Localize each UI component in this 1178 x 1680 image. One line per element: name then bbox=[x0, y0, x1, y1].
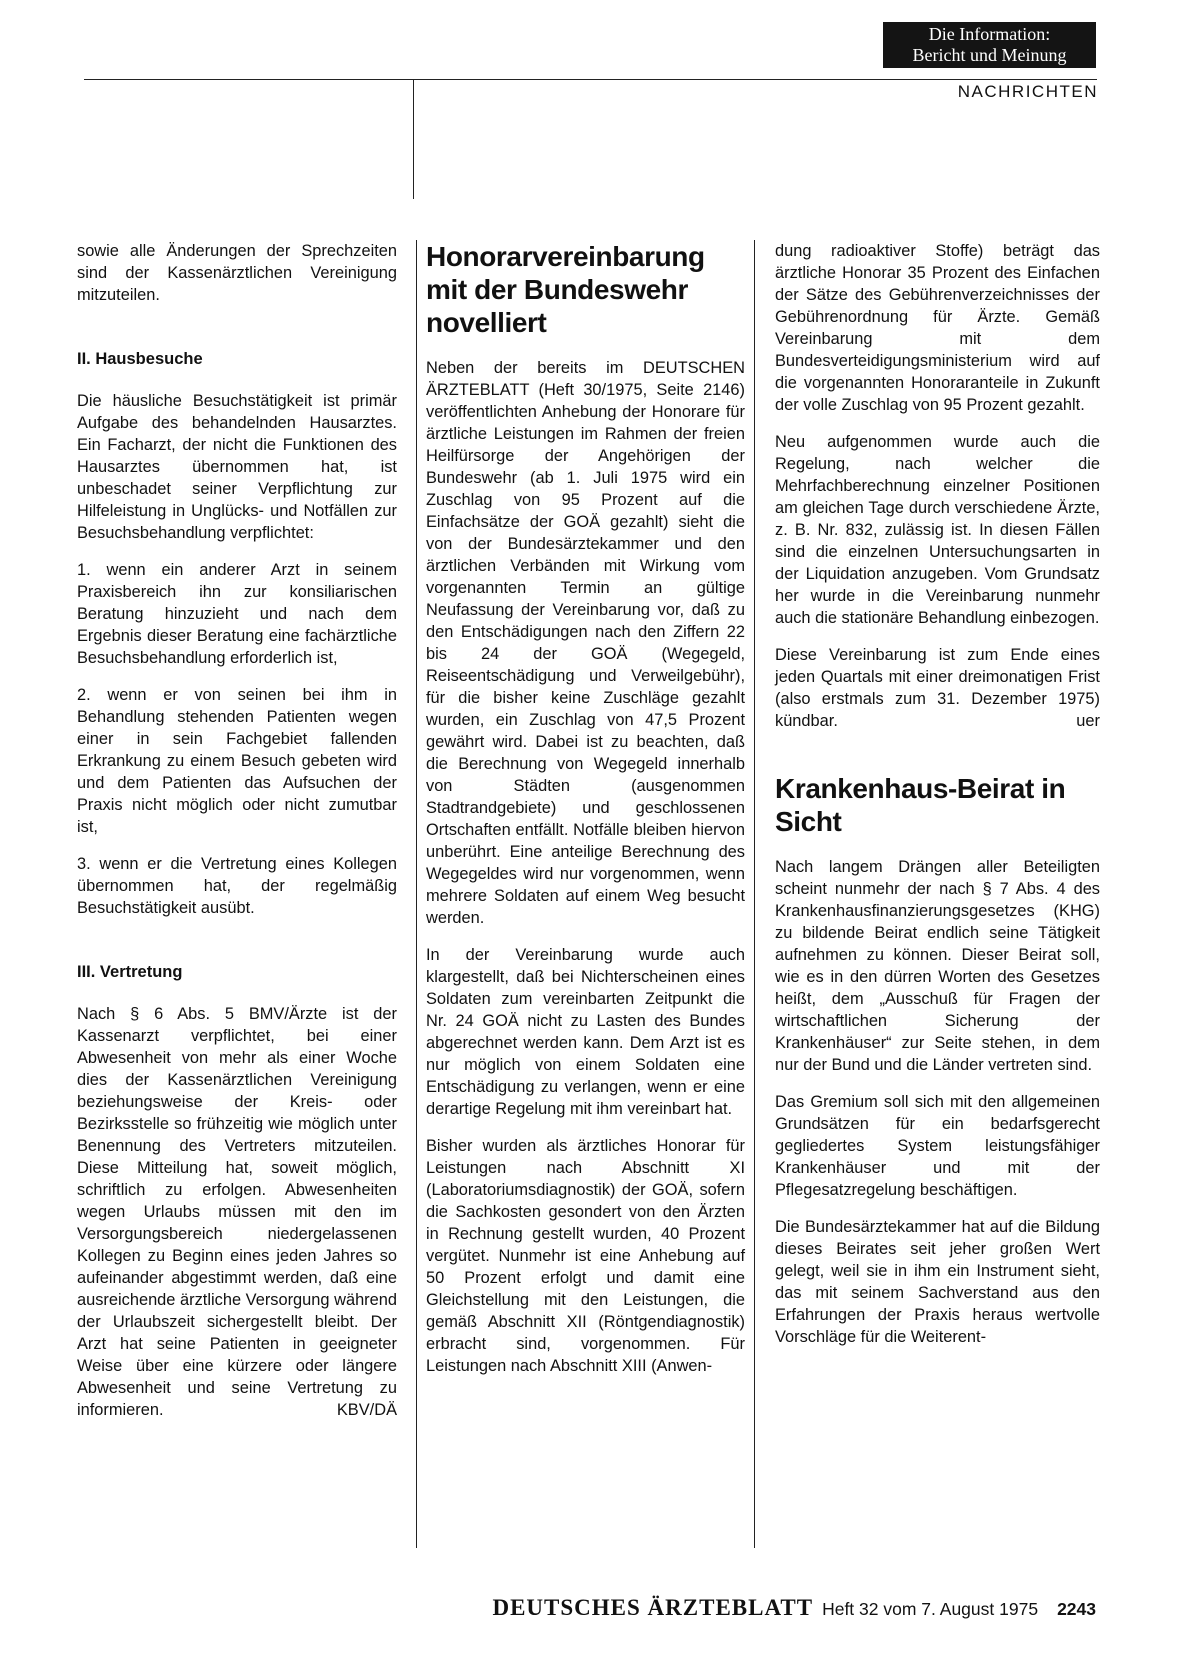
section-label: NACHRICHTEN bbox=[957, 82, 1098, 101]
top-rule bbox=[84, 79, 1097, 80]
article-title: Honorarvereinbarung mit der Bundeswehr novelliert bbox=[426, 241, 705, 338]
list-item: 2. wenn er von seinen bei ihm in Behandlung stehenden Patienten wegen einer in sein Fachgebiet fallenden Erkrankung zu einem Besuch gebeten wird und dem Patienten das Aufsuchen der Praxis nicht möglich oder nicht zumutbar ist, bbox=[77, 686, 397, 836]
paragraph: Die Bundesärztekammer hat auf die Bildung dieses Beirates seit jeher großen Wert gelegt, weil sie in ihm ein Instrument sieht, das mit seinem Sachverstand aus den Erfahrungen der Praxis heraus wertvolle Vorschläge für die Weiterent- bbox=[775, 1218, 1100, 1346]
paragraph: Bisher wurden als ärztliches Honorar für Leistungen nach Abschnitt XI (Laboratoriumsdiagnostik) der GOÄ, sofern die Sachkosten gesondert von den Ärzten in Rechnung gestellt wurden, 40 Prozent vergütet. Nunmehr ist eine Anhebung auf 50 Prozent erfolgt und damit eine Gleichstellung mit den Leistungen, die gemäß Abschnitt XII (Röntgendiagnostik) erbracht sind, vorgenommen. Für Leistungen nach Abschnitt XIII (Anwen- bbox=[426, 1137, 745, 1375]
page-number: 2243 bbox=[1057, 1599, 1096, 1619]
journal-masthead: DEUTSCHES ÄRZTEBLATT bbox=[492, 1595, 814, 1620]
paragraph-text: Diese Vereinbarung ist zum Ende eines jeden Quartals mit einer dreimonatigen Frist (also erstmals zum 31. Dezember 1975) kündbar. bbox=[775, 646, 1100, 730]
paragraph bbox=[775, 644, 1100, 732]
brand-line-2: Bericht und Meinung bbox=[912, 45, 1067, 65]
article-title: Krankenhaus-Beirat in Sicht bbox=[775, 773, 1066, 837]
paragraph: Neu aufgenommen wurde auch die Regelung, nach welcher die Mehrfachberechnung einzelner Positionen am gleichen Tage durch verschiedene Ärzte, z. B. Nr. 832, zulässig ist. In diesen Fällen sind die einzelnen Untersuchungsarten in der Liquidation anzugeben. Vom Grundsatz her wurde in die Vereinbarung nunmehr auch die stationäre Behandlung einbezogen. bbox=[775, 433, 1100, 627]
paragraph: In der Vereinbarung wurde auch klargestellt, daß bei Nichterscheinen eines Soldaten zum vereinbarten Zeitpunkt die Nr. 24 GOÄ nicht zu Lasten des Bundes abgerechnet werden kann. Dem Arzt ist es nur möglich von einem Soldaten eine Entschädigung zu verlangen, wenn er eine derartige Regelung mit ihm vereinbart hat. bbox=[426, 946, 745, 1118]
page-footer bbox=[456, 1595, 1096, 1625]
issue-info: Heft 32 vom 7. August 1975 bbox=[822, 1599, 1039, 1619]
header-vertical-rule bbox=[413, 79, 414, 199]
brand-line-1: Die Information: bbox=[928, 24, 1051, 44]
subheading-vertretung: III. Vertretung bbox=[77, 963, 183, 981]
column-2 bbox=[416, 240, 755, 1548]
section-brand-box bbox=[883, 22, 1096, 68]
paragraph-text: Nach § 6 Abs. 5 BMV/Ärzte ist der Kassenarzt verpflichtet, bei einer Abwesenheit von mehr als einer Woche dies der Kassenärztlichen Vereinigung beziehungsweise der Kreis- oder Bezirksstelle so frühzeitig wie möglich unter Benennung des Vertreters mitzuteilen. Diese Mitteilung hat, soweit möglich, schriftlich zu erfolgen. Abwesenheiten wegen Urlaubs müssen mit den im Versorgungsbereich niedergelassenen Kollegen zu Beginn eines jeden Jahres so aufeinander abgestimmt werden, daß eine ausreichende ärztliche Versorgung während der Urlaubszeit sichergestellt bleibt. Der Arzt hat seine Patienten in geeigneter Weise über eine kürzere oder längere Abwesenheit und seine Vertretung zu informieren. bbox=[77, 1005, 397, 1419]
paragraph: Die häusliche Besuchstätigkeit ist primär Aufgabe des behandelnden Hausarztes. Ein Facharzt, der nicht die Funktionen des Hausarztes übernommen hat, ist unbeschadet seiner Verpflichtung zur Hilfeleistung in Unglücks- und Notfällen zur Besuchsbehandlung verpflichtet: bbox=[77, 392, 397, 542]
paragraph bbox=[77, 1003, 397, 1421]
list-item: 3. wenn er die Vertretung eines Kollegen übernommen hat, der regelmäßig Besuchstätigkeit ausübt. bbox=[77, 855, 397, 917]
paragraph: Neben der bereits im DEUTSCHEN ÄRZTEBLATT (Heft 30/1975, Seite 2146) veröffentlichten Anhebung der Honorare für ärztliche Leistungen im Rahmen der freien Heilfürsorge der Angehörigen der Bundeswehr (ab 1. Juli 1975 wird ein Zuschlag von 95 Prozent auf die Einfachsätze der GOÄ gezahlt) sieht die von der Bundesärztekammer und den ärztlichen Verbänden mit Wirkung vom vorgenannten Termin an gültige Neufassung der Vereinbarung vor, daß zu den Entschädigungen nach den Ziffern 22 bis 24 der GOÄ (Wegegeld, Reiseentschädigung und Verweilgebühr), für die bisher keine Zuschläge gezahlt wurden, ein Zuschlag von 47,5 Prozent gewährt wird. Dabei ist zu beachten, daß die Berechnung von Wegegeld innerhalb von Städten (ausgenommen Stadtrandgebiete) und geschlossenen Ortschaften entfällt. Notfälle bleiben hiervon unberührt. Eine anteilige Berechnung des Wegegeldes wird nur vorgenommen, wenn mehrere Soldaten auf einem Weg besucht werden. bbox=[426, 359, 745, 927]
paragraph: sowie alle Änderungen der Sprechzeiten sind der Kassenärztlichen Vereinigung mitzuteilen. bbox=[77, 242, 397, 304]
column-3 bbox=[775, 240, 1100, 1548]
paragraph: dung radioaktiver Stoffe) beträgt das ärztliche Honorar 35 Prozent des Einfachen der Sätze des Gebührenverzeichnisses der Gebührenordnung für Ärzte. Gemäß Vereinbarung mit dem Bundesverteidigungsministerium wird auf die vorgenannten Honoraranteile in Zukunft der volle Zuschlag von 95 Prozent gezahlt. bbox=[775, 242, 1100, 414]
paragraph: Nach langem Drängen aller Beteiligten scheint nunmehr der nach § 7 Abs. 4 des Krankenhausfinanzierungsgesetzes (KHG) zu bildende Beirat endlich seine Tätigkeit aufnehmen zu können. Dieser Beirat soll, wie es in den dürren Worten des Gesetzes heißt, dem „Ausschuß für Fragen der wirtschaftlichen Sicherung der Krankenhäuser“ zur Seite stehen, in dem nur der Bund und die Länder vertreten sind. bbox=[775, 858, 1100, 1074]
list-item: 1. wenn ein anderer Arzt in seinem Praxisbereich ihn zur konsiliarischen Beratung hinzuzieht und nach dem Ergebnis dieser Beratung eine fachärztliche Besuchsbehandlung erforderlich ist, bbox=[77, 561, 397, 667]
signature: KBV/DÄ bbox=[336, 1401, 397, 1419]
paragraph: Das Gremium soll sich mit den allgemeinen Grundsätzen für ein bedarfsgerecht gegliedertes System leistungsfähiger Krankenhäuser und mit der Pflegesatzregelung beschäftigen. bbox=[775, 1093, 1100, 1199]
column-1 bbox=[77, 240, 397, 1550]
subheading-hausbesuche: II. Hausbesuche bbox=[77, 350, 203, 368]
signature: uer bbox=[1076, 712, 1100, 730]
